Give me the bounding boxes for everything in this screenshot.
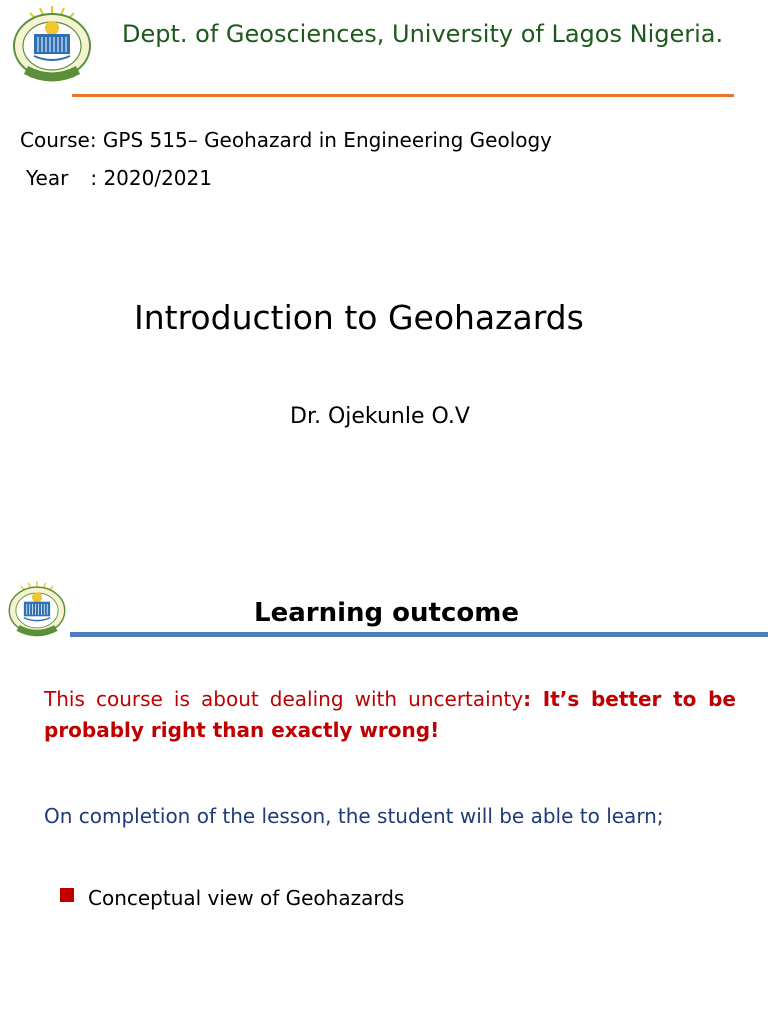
year-value: : 2020/2021 [90,166,212,190]
course-line: Course: GPS 515– Geohazard in Engineering Geology [20,128,553,152]
header-divider [72,94,734,97]
slide-title: Learning outcome [254,598,519,628]
year-label: Year [26,166,69,190]
author-name: Dr. Ojekunle O.V [290,404,470,429]
uncertainty-emphasis: : It’s better to be probably right than exactly wrong! [44,687,736,742]
university-crest-logo [2,576,72,642]
year-line [26,166,212,190]
completion-statement: On completion of the lesson, the student will be able to learn; [44,804,664,828]
university-crest-logo [4,2,100,86]
bullet-text: Conceptual view of Geohazards [88,886,405,910]
square-bullet-icon [60,888,74,902]
uncertainty-text: This course is about dealing with uncertainty [44,687,524,711]
department-title: Dept. of Geosciences, University of Lagos Nigeria. [122,20,724,48]
learning-outcome-slide [0,560,768,1024]
uncertainty-statement [44,684,736,746]
bullet-list-item [60,886,404,910]
title-divider [70,632,768,637]
presentation-title: Introduction to Geohazards [134,298,584,337]
